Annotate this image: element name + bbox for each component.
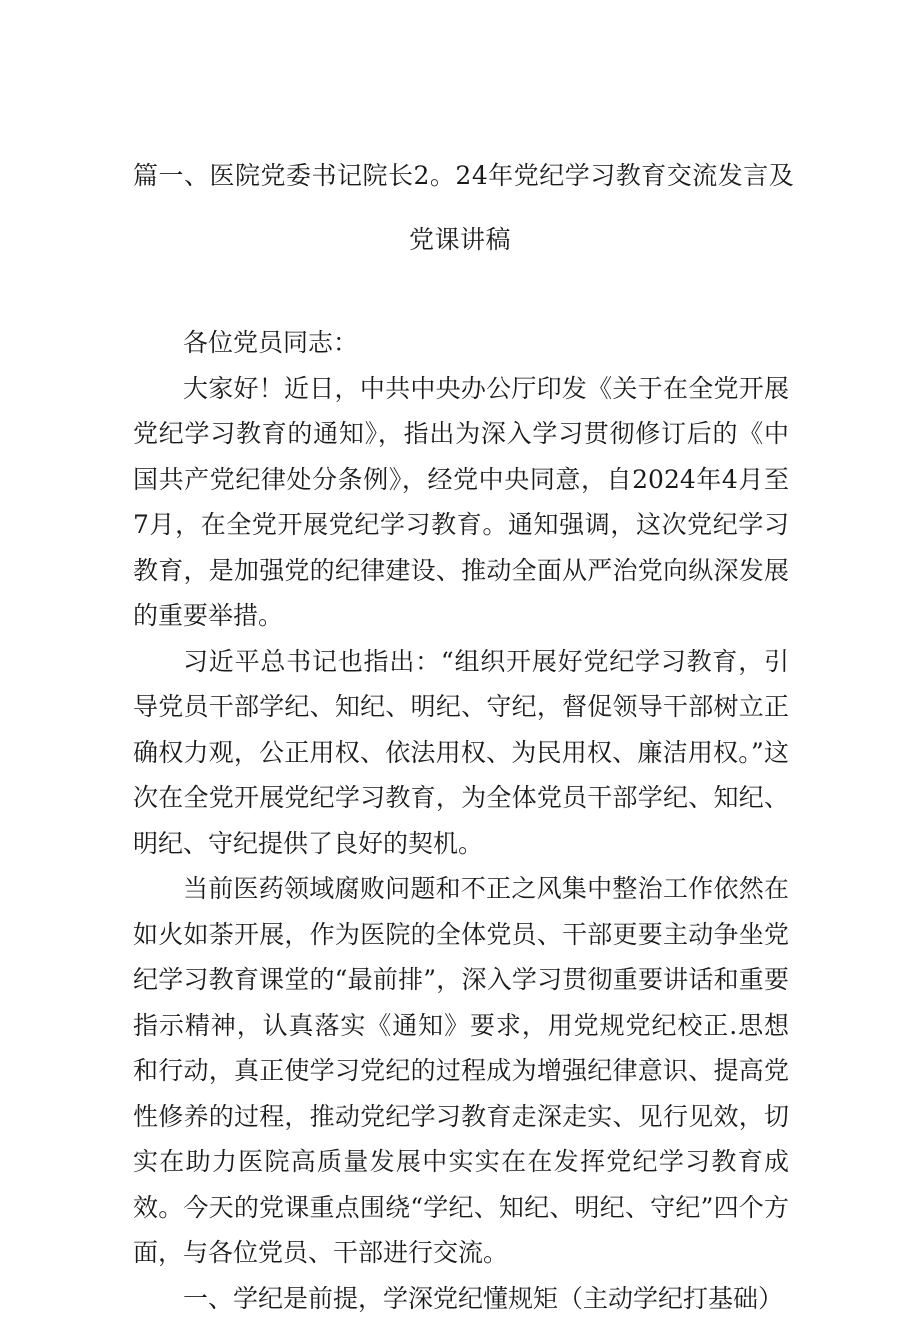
document-title-line-1: 篇一、医院党委书记院长2。24年党纪学习教育交流发言及	[133, 158, 793, 194]
section-heading: 一、学纪是前提，学深党纪懂规矩（主动学纪打基础）	[133, 1276, 789, 1321]
body-paragraph: 习近平总书记也指出：“组织开展好党纪学习教育，引导党员干部学纪、知纪、明纪、守纪，督促领导干部树立正确权力观，公正用权、依法用权、为民用权、廉洁用权。”这次在全党开展党纪学习教育，为全体党员干部学纪、知纪、明纪、守纪提供了良好的契机。	[133, 639, 789, 867]
document-title-line-2: 党课讲稿	[0, 222, 920, 258]
document-body	[133, 320, 789, 1321]
body-paragraph: 大家好！近日，中共中央办公厅印发《关于在全党开展党纪学习教育的通知》，指出为深入学习贯彻修订后的《中国共产党纪律处分条例》，经党中央同意，自2024年4月至7月，在全党开展党纪学习教育。通知强调，这次党纪学习教育，是加强党的纪律建设、推动全面从严治党向纵深发展的重要举措。	[133, 366, 789, 639]
salutation-paragraph: 各位党员同志：	[133, 320, 789, 366]
body-paragraph: 当前医药领域腐败问题和不正之风集中整治工作依然在如火如荼开展，作为医院的全体党员、干部更要主动争坐党纪学习教育课堂的“最前排”，深入学习贯彻重要讲话和重要指示精神，认真落实《通知》要求，用党规党纪校正.思想和行动，真正使学习党纪的过程成为增强纪律意识、提高党性修养的过程，推动党纪学习教育走深走实、见行见效，切实在助力医院高质量发展中实实在在发挥党纪学习教育成效。今天的党课重点围绕“学纪、知纪、明纪、守纪”四个方面，与各位党员、干部进行交流。	[133, 866, 789, 1276]
